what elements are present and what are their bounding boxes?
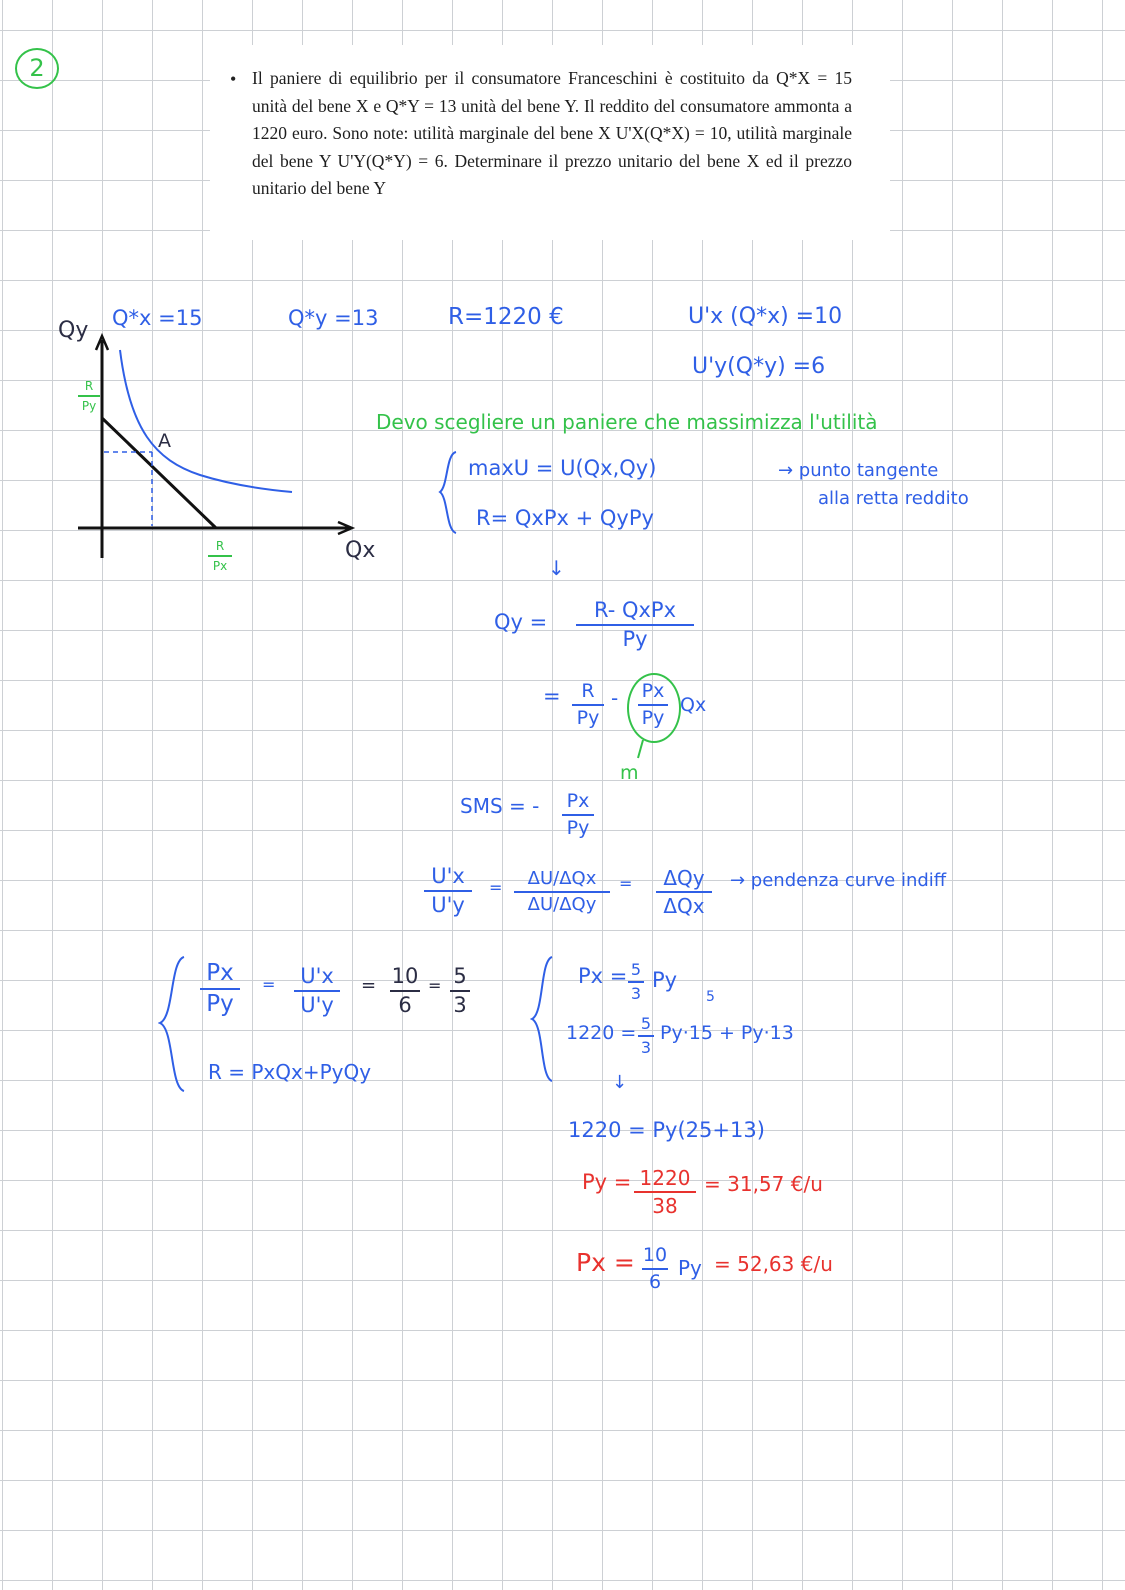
s1-eq1: = bbox=[262, 975, 276, 994]
given-uy: U'y(Q*y) =6 bbox=[692, 354, 826, 379]
equals-a: = bbox=[489, 878, 503, 897]
s2-px-eq: Px = bbox=[578, 964, 628, 988]
y-axis-label: Qy bbox=[58, 318, 89, 343]
x-intercept-label: R Px bbox=[208, 540, 232, 572]
py-value: = 31,57 €/u bbox=[704, 1172, 823, 1196]
qx-term: Qx bbox=[680, 694, 707, 716]
s2-line2-b: Py·15 + Py·13 bbox=[660, 1022, 794, 1044]
budget-constraint: R= QxPx + QyPy bbox=[476, 506, 654, 530]
tangent-note-1: → punto tangente bbox=[778, 460, 939, 481]
px-lhs: Px = bbox=[576, 1248, 635, 1277]
choice-note: Devo scegliere un paniere che massimizza l'utilità bbox=[376, 410, 878, 434]
slope-pointer bbox=[634, 740, 646, 762]
down-arrow-2: ↓ bbox=[612, 1072, 628, 1093]
px-over-py: Px Py bbox=[638, 682, 668, 728]
s1-eq2: = bbox=[361, 975, 377, 996]
pendenza-note: → pendenza curve indiff bbox=[730, 870, 947, 891]
py-lhs: Py = bbox=[582, 1170, 632, 1194]
s2-five-thirds: 5 3 bbox=[628, 962, 644, 1002]
px-py: Py bbox=[678, 1256, 702, 1280]
px-fraction: 10 6 bbox=[642, 1244, 668, 1293]
px-value: = 52,63 €/u bbox=[714, 1252, 833, 1276]
sms-fraction: Px Py bbox=[562, 792, 594, 838]
qy-fraction: R- QxPx Py bbox=[576, 600, 694, 650]
tangent-note-2: alla retta reddito bbox=[818, 488, 969, 509]
given-reddito: R=1220 € bbox=[448, 304, 564, 330]
s1-eq3: = bbox=[428, 976, 442, 995]
system-brace-1 bbox=[438, 450, 462, 535]
du-fraction: ΔU/ΔQx ΔU/ΔQy bbox=[514, 870, 610, 914]
r-over-py: R Py bbox=[572, 682, 604, 728]
sms-lhs: SMS = - bbox=[460, 794, 540, 818]
s2-py: Py bbox=[652, 968, 678, 992]
five-thirds: 5 3 bbox=[450, 966, 470, 1016]
py-fraction: 1220 38 bbox=[634, 1168, 696, 1216]
s2-five-thirds-2: 5 3 bbox=[638, 1016, 654, 1056]
equals-b: = bbox=[619, 874, 633, 893]
ux-over-uy: U'x U'y bbox=[424, 866, 472, 916]
given-qy: Q*y =13 bbox=[288, 306, 379, 330]
marginal-utility-ratio: U'x U'y bbox=[294, 966, 340, 1016]
dq-fraction: ΔQy ΔQx bbox=[656, 868, 712, 916]
down-arrow-1: ↓ bbox=[548, 556, 565, 580]
problem-card bbox=[210, 45, 890, 240]
s2-line3: 1220 = Py(25+13) bbox=[568, 1118, 765, 1142]
px-py-ratio: Px Py bbox=[200, 962, 240, 1016]
ten-sixths: 10 6 bbox=[391, 964, 419, 1017]
indifference-curve bbox=[120, 350, 292, 492]
equals-sign: = bbox=[543, 684, 561, 708]
bullet: • bbox=[230, 69, 237, 89]
system-brace-3 bbox=[530, 955, 556, 1085]
s1-budget: R = PxQx+PyQy bbox=[208, 1060, 372, 1084]
y-intercept-label: R Py bbox=[78, 380, 100, 412]
s2-line2-a: 1220 = bbox=[566, 1022, 637, 1044]
qy-lhs: Qy = bbox=[494, 610, 548, 634]
minus-sign: - bbox=[611, 686, 619, 710]
slope-m-label: m bbox=[620, 762, 639, 784]
max-utility: maxU = U(Qx,Qy) bbox=[468, 456, 657, 480]
problem-text: Il paniere di equilibrio per il consumatore Franceschini è costituito da Q*X = 15 unità del bene X e Q*Y = 13 unità del bene Y. Il reddito del consumatore ammonta a 1220 euro. Sono note: utilità marginale del bene X U'X(Q*X) = 10, utilità marginale del bene Y U'Y(Q*Y) = 6. Determinare il prezzo unitario del bene X ed il prezzo unitario del bene Y bbox=[252, 68, 852, 198]
point-label: A bbox=[158, 430, 171, 452]
given-ux: U'x (Q*x) =10 bbox=[688, 304, 843, 329]
s2-small-5: 5 bbox=[706, 989, 715, 1005]
system-brace-2 bbox=[158, 955, 188, 1095]
given-qx: Q*x =15 bbox=[112, 306, 203, 330]
x-axis-label: Qx bbox=[345, 538, 376, 563]
problem-number: 2 bbox=[15, 48, 59, 89]
